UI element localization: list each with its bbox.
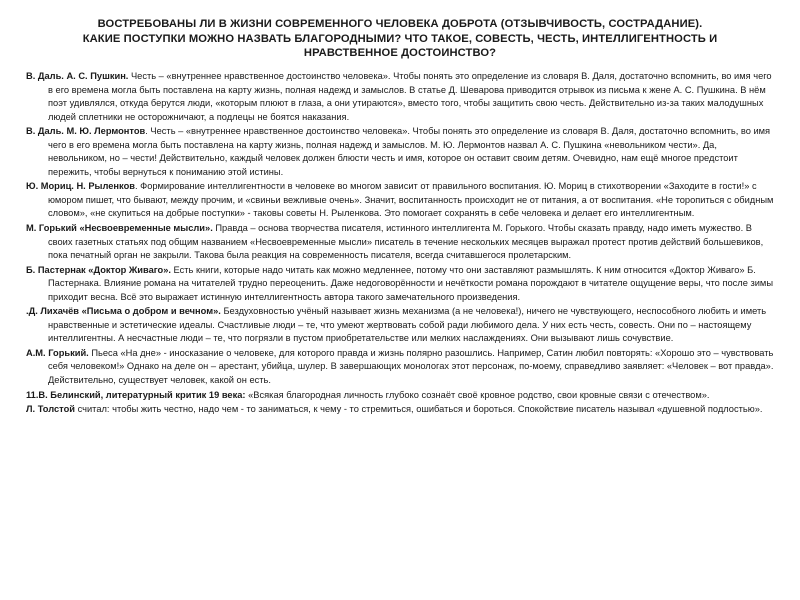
paragraph-text: считал: чтобы жить честно, надо чем - то заниматься, к чему - то стремиться, ошибаться и бороться. Спокойствие писатель называл «душевной подлостью».	[75, 404, 763, 415]
paragraph-author: Б. Пастернак «Доктор Живаго».	[26, 264, 171, 275]
paragraph-text: Правда – основа творчества писателя, истинного интеллигента М. Горького. Чтобы сказать правду, надо иметь мужество. В своих газетных статьях под общим названием «Несвоевременные мысли» писатель в течение нескольких месяцев выражал протест против действий большевиков, пока печатный орган не закрыли. Такова была реакция на современность писателя, всегда считавшегося пролетарским.	[48, 223, 764, 261]
paragraph-gorky-thoughts	[26, 222, 778, 263]
paragraph-likhachev	[26, 305, 778, 346]
document-body	[26, 70, 778, 418]
paragraph-author: Л. Толстой	[26, 404, 76, 415]
paragraph-author: М. Горький «Несвоевременные мысли».	[26, 223, 213, 234]
paragraph-text: Бездуховностью учёный называет жизнь механизма (а не человека!), ничего не чувствующего, неспособного любить и иметь нравственные и эстетические идеалы. Счастливые люди – те, что умеют жертвовать собой ради любимого дела. У них есть честь, совесть. Они по – настоящему интеллигентны. А несчастные люди – те, что погрязли в пустом приобретательстве или мелких наслаждениях. Они вызывают лишь сочувствие.	[48, 306, 767, 344]
paragraph-text: . Формирование интеллигентности в человеке во многом зависит от правильного воспитания. Ю. Мориц в стихотворении «Заходите в гости!» с юмором пишет, что бывают, между прочим, и «свиньи вежливые очень». Значит, воспитанность происходит не от питания, а от воспитания. «Не торопиться с обидным словом», «не скупиться на добрые поступки» - таковы советы Н. Рыленкова. Это помогает сохранять в себе человека и делает его интеллигентным.	[48, 181, 774, 219]
paragraph-dal-pushkin	[26, 70, 778, 124]
paragraph-author: .Д. Лихачёв «Письма о добром и вечном».	[26, 306, 221, 317]
page-title	[40, 17, 760, 61]
title-line-2: КАКИЕ ПОСТУПКИ МОЖНО НАЗВАТЬ БЛАГОРОДНЫМИ? ЧТО ТАКОЕ, СОВЕСТЬ, ЧЕСТЬ, ИНТЕЛЛИГЕНТНОСТЬ И	[82, 32, 718, 45]
title-line-3: НРАВСТВЕННОЕ ДОСТОИНСТВО?	[303, 47, 497, 60]
paragraph-author: Ю. Мориц. Н. Рыленков	[26, 181, 135, 192]
paragraph-dal-lermontov	[26, 125, 778, 179]
paragraph-author: А.М. Горький.	[26, 347, 89, 358]
paragraph-belinsky	[26, 389, 778, 403]
paragraph-pasternak	[26, 264, 778, 305]
paragraph-author: В. Даль. М. Ю. Лермонтов	[26, 126, 146, 137]
paragraph-text: Честь – «внутреннее нравственное достоинство человека». Чтобы понять это определение из словаря В. Даля, достаточно вспомнить, во имя чего в его времена могла быть поставлена на карту жизнь, полная надежд и замыслов. В статье Д. Шеварова приводится отрывок из письма к жене А. С. Пушкина. В нём поэт удивлялся, откуда берутся люди, «которым плюют в глаза, а они утираются», вместо того, чтобы защитить свою честь. Действительно из-за таких малодушных людей сплетники не осторожничают, а подлецы не боятся наказания.	[48, 71, 772, 122]
paragraph-text: . Честь – «внутреннее нравственное достоинство человека». Чтобы понять это определение из словаря В. Даля, достаточно вспомнить, во имя чего в его времена могла быть поставлена на карту жизнь, полная надежд и замыслов. М. Ю. Лермонтов назвал А. С. Пушкина «невольником чести». Да, невольником, но – чести! Действительно, каждый человек должен блюсти честь и имя, которое он оставит своим детям. Очевидно, нам ещё многое предстоит пережить, чтобы вернуться к пониманию этой истины.	[48, 126, 771, 177]
paragraph-text: «Всякая благородная личность глубоко сознаёт своё кровное родство, свои кровные связи с отечеством».	[245, 389, 710, 400]
paragraph-text: Есть книги, которые надо читать как можно медленнее, потому что они заставляют размышлять. К ним относится «Доктор Живаго» Б. Пастернака. Влияние романа на читателей трудно переоценить. Даже недоговорённости и нечёткости романа порождают в читателе ощущение веры, что после зимы приходит весна. Всё это выражает истинную интеллигентность автора такого замечательного произведения.	[48, 264, 774, 302]
paragraph-author: В. Даль. А. С. Пушкин.	[26, 71, 129, 81]
title-line-1: ВОСТРЕБОВАНЫ ЛИ В ЖИЗНИ СОВРЕМЕННОГО ЧЕЛОВЕКА ДОБРОТА (ОТЗЫВЧИВОСТЬ, СОСТРАДАНИЕ).	[97, 18, 703, 30]
paragraph-author: 11.В. Белинский, литературный критик 19 века:	[26, 389, 246, 400]
paragraph-text: Пьеса «На дне» - иносказание о человеке, для которого правда и жизнь полярно разошлись. Например, Сатин любил повторять: «Хорошо это – чувствовать себя человеком!» Однако на деле он – арестант, убийца, шулер. В завершающих монологах этот персонаж, по-моему, справедливо заявляет: «Человек – вот правда». Действительно, существует человек, какой он есть.	[48, 347, 774, 386]
paragraph-moritz-rylenkov	[26, 180, 778, 221]
paragraph-gorky-lower-depths	[26, 347, 778, 388]
paragraph-tolstoy	[26, 403, 778, 417]
